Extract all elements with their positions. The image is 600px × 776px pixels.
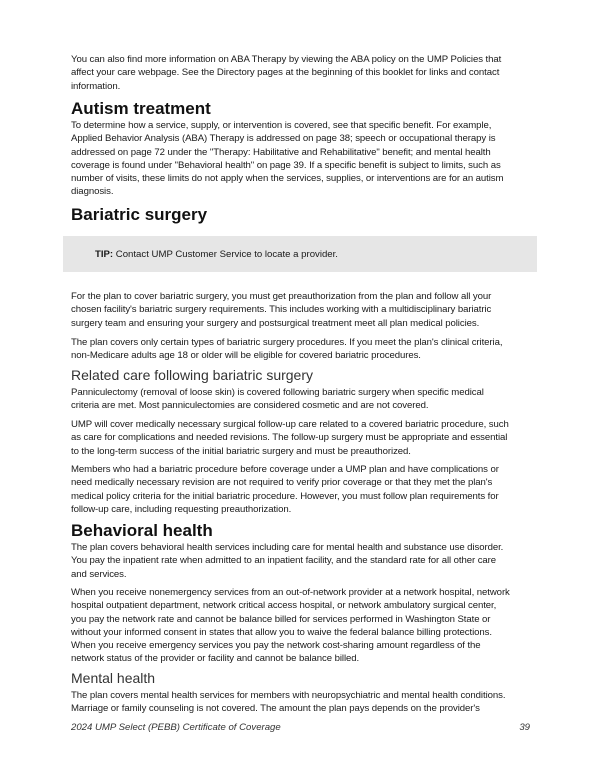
text-line: When you receive emergency services you pay the network cost-sharing amount regardless of the [71, 640, 481, 652]
text-line: Marriage or family counseling is not covered. The amount the plan pays depends on the provider's [71, 703, 480, 715]
tip-box [63, 236, 537, 272]
text-line: network status of the provider or facility and cannot be balance billed. [71, 653, 360, 665]
bariatric-paragraph-5 [71, 463, 499, 516]
autism-paragraph [71, 119, 503, 199]
text-line: need medically necessary revision are not required to verify prior coverage or that they met the plan's [71, 477, 493, 489]
text-line: For the plan to cover bariatric surgery, you must get preauthorization from the plan and follow all your [71, 291, 492, 302]
text-line: chosen facility's bariatric surgery requirements. This includes working with a multidisciplinary bariatric [71, 304, 492, 316]
bariatric-paragraph-3 [71, 386, 484, 413]
tip-message: Contact UMP Customer Service to locate a provider. [115, 249, 338, 260]
text-line: number of visits, these limits do not apply when the services, supplies, or interventions are for an autism [71, 173, 504, 185]
text-line: The plan covers mental health services for members with neuropsychiatric and mental health conditions. [71, 690, 506, 701]
mental-health-paragraph [71, 689, 505, 716]
text-line: To determine how a service, supply, or intervention is covered, see that specific benefit. For example, [71, 120, 492, 131]
intro-paragraph [71, 53, 501, 93]
heading-bariatric-surgery: Bariatric surgery [71, 205, 208, 224]
text-line: criteria are met. Most panniculectomies are considered cosmetic and are not covered. [71, 400, 429, 412]
footer-title: 2024 UMP Select (PEBB) Certificate of Coverage [71, 722, 281, 733]
bariatric-paragraph-1 [71, 290, 491, 330]
text-line: and services. [71, 568, 127, 580]
text-line: affect your care webpage. See the Directory pages at the beginning of this booklet for links and contact [71, 67, 500, 79]
text-line: surgery team and ensuring your surgery and postsurgical treatment meet all plan medical policies. [71, 317, 480, 329]
text-line: without your informed consent in states that allow you to waive the federal balance billing protections. [71, 626, 492, 638]
text-line: non-Medicare adults age 18 or older will be eligible for covered bariatric procedures. [71, 350, 421, 362]
text-line: you pay the network rate and cannot be balance billed for services performed in Washington State or [71, 613, 491, 625]
text-line: hospital outpatient department, network critical access hospital, or network ambulatory surgical center, [71, 600, 497, 612]
subheading-related-care: Related care following bariatric surgery [71, 367, 313, 383]
text-line: Panniculectomy (removal of loose skin) is covered following bariatric surgery when specific medical [71, 387, 484, 398]
text-line: follow-up care, including requesting preauthorization. [71, 503, 292, 515]
page-number: 39 [519, 722, 530, 733]
text-line: The plan covers only certain types of bariatric surgery procedures. If you meet the plan's clinical criteria, [71, 337, 503, 348]
text-line: medical policy criteria for the initial bariatric procedure. However, you must follow plan requirements for [71, 490, 499, 502]
text-line: diagnosis. [71, 186, 114, 198]
heading-autism-treatment: Autism treatment [71, 99, 211, 118]
behavioral-paragraph-2 [71, 586, 510, 666]
heading-behavioral-health: Behavioral health [71, 521, 213, 540]
tip-label: TIP: [95, 249, 114, 260]
text-line: as care for complications and needed revisions. The follow-up surgery must be appropriate and essential [71, 432, 508, 444]
text-line: UMP will cover medically necessary surgical follow-up care related to a covered bariatric procedure, such [71, 419, 509, 430]
text-line: information. [71, 80, 121, 92]
text-line: coverage is found under "Behavioral health" on page 39. If a specific benefit is subject to limits, such as [71, 159, 501, 171]
text-line: Applied Behavior Analysis (ABA) Therapy is addressed on page 38; speech or occupational therapy is [71, 133, 496, 145]
text-line: Members who had a bariatric procedure before coverage under a UMP plan and have complications or [71, 464, 499, 475]
text-line: When you receive nonemergency services from an out-of-network provider at a network hospital, network [71, 587, 510, 598]
text-line: You pay the inpatient rate when admitted to an inpatient facility, and the standard rate for all other care [71, 555, 497, 567]
text-line: addressed on page 72 under the "Therapy: Habilitative and Rehabilitative" benefit; and mental health [71, 146, 491, 158]
behavioral-paragraph-1 [71, 541, 503, 581]
bariatric-paragraph-2 [71, 336, 502, 363]
text-line: You can also find more information on ABA Therapy by viewing the ABA policy on the UMP Policies that [71, 54, 502, 65]
bariatric-paragraph-4 [71, 418, 509, 458]
text-line: The plan covers behavioral health services including care for mental health and substance use disorder. [71, 542, 504, 553]
subheading-mental-health: Mental health [71, 670, 156, 686]
text-line: to the long-term success of the initial bariatric surgery and must be preauthorized. [71, 445, 411, 457]
tip-text [95, 248, 338, 261]
